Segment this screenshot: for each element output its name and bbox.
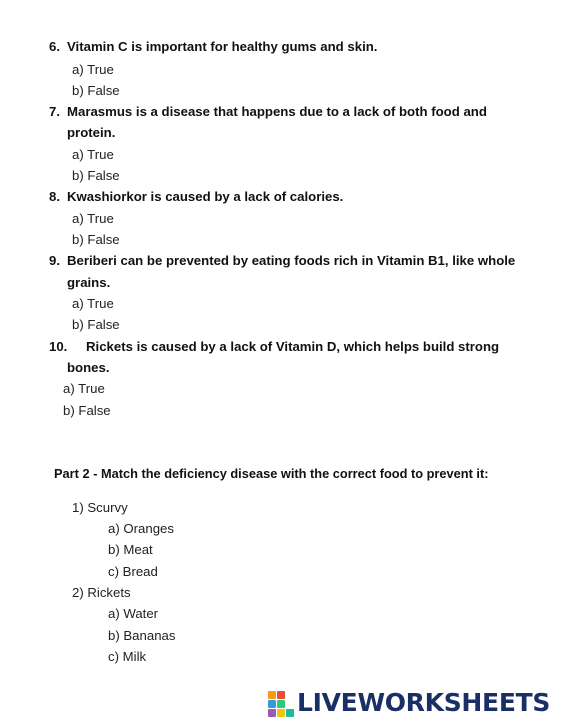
option-a[interactable]: a) True xyxy=(72,211,114,226)
option-a[interactable]: a) True xyxy=(72,62,114,77)
question-number: 9. xyxy=(49,253,60,268)
question-number: 7. xyxy=(49,104,60,119)
option-a[interactable]: a) True xyxy=(63,381,105,396)
question-text: Beriberi can be prevented by eating foods rich in Vitamin B1, like whole xyxy=(67,253,516,268)
option-b[interactable]: b) False xyxy=(72,232,120,247)
part2-heading: Part 2 - Match the deficiency disease with the correct food to prevent it: xyxy=(54,466,489,481)
match-option-a[interactable]: a) Oranges xyxy=(108,521,174,536)
match-option-a[interactable]: a) Water xyxy=(108,606,159,621)
option-b[interactable]: b) False xyxy=(63,403,111,418)
match-item-scurvy: 1) Scurvy xyxy=(72,500,128,515)
question-text: Marasmus is a disease that happens due to a lack of both food and xyxy=(67,104,487,119)
brand-name: LIVEWORKSHEETS xyxy=(297,688,551,717)
question-text-continued: grains. xyxy=(67,275,111,290)
match-item-rickets: 2) Rickets xyxy=(72,585,131,600)
question-10 xyxy=(49,339,499,355)
match-option-c[interactable]: c) Milk xyxy=(108,649,147,664)
question-text: Rickets is caused by a lack of Vitamin D, which helps build strong xyxy=(86,339,500,354)
option-a[interactable]: a) True xyxy=(72,147,114,162)
question-number: 8. xyxy=(49,189,60,204)
question-8 xyxy=(49,189,343,205)
option-b[interactable]: b) False xyxy=(72,168,120,183)
question-7 xyxy=(49,104,487,120)
option-b[interactable]: b) False xyxy=(72,317,120,332)
question-text: Kwashiorkor is caused by a lack of calories. xyxy=(67,189,344,204)
question-6 xyxy=(49,39,377,55)
question-9 xyxy=(49,253,515,269)
logo-blocks-icon xyxy=(268,688,294,718)
question-number: 6. xyxy=(49,39,60,54)
question-text-continued: protein. xyxy=(67,125,116,140)
question-number: 10. xyxy=(49,339,68,354)
option-a[interactable]: a) True xyxy=(72,296,114,311)
match-option-b[interactable]: b) Meat xyxy=(108,542,153,557)
question-text-continued: bones. xyxy=(67,360,110,375)
match-option-b[interactable]: b) Bananas xyxy=(108,628,176,643)
option-b[interactable]: b) False xyxy=(72,83,120,98)
question-text: Vitamin C is important for healthy gums and skin. xyxy=(67,39,378,54)
match-option-c[interactable]: c) Bread xyxy=(108,564,158,579)
liveworksheets-logo xyxy=(268,686,550,720)
